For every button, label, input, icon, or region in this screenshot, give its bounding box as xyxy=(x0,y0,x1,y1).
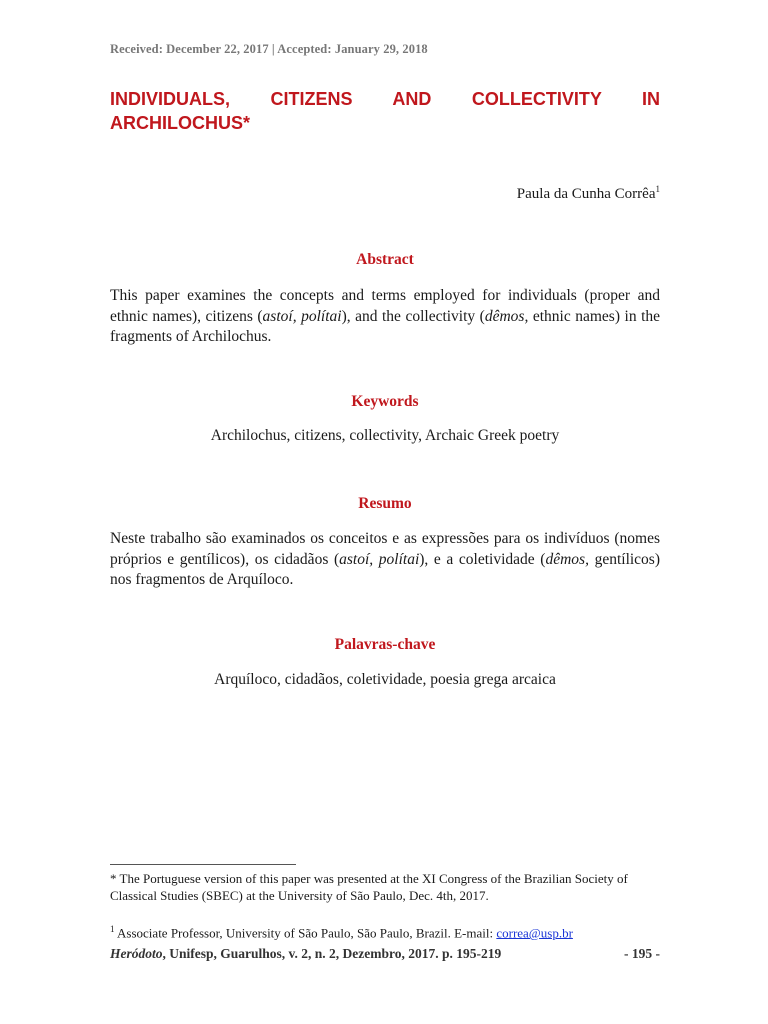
page-number: - 195 - xyxy=(624,946,660,961)
abstract-italic-demos: dêmos, xyxy=(484,307,529,325)
abstract-text-part: ), and the collectivity ( xyxy=(341,307,485,325)
footnote-1 xyxy=(110,921,660,942)
author-name: Paula da Cunha Corrêa xyxy=(516,186,656,202)
abstract-text-part: ethnic names) in the fragments of Archilochus. xyxy=(110,307,661,345)
resumo-italic-terms: astoí, polítai xyxy=(339,550,420,568)
palavras-chave-heading: Palavras-chave xyxy=(334,636,436,653)
resumo-text-part: Neste trabalho são examinados os conceitos e as expressões para os indivíduos (nomes próprios e gentílicos), os cidadãos ( xyxy=(110,530,660,568)
abstract-text xyxy=(110,286,660,348)
resumo-text xyxy=(110,529,660,591)
resumo-text-part: ), e a coletividade ( xyxy=(419,550,546,568)
resumo-heading: Resumo xyxy=(358,495,412,512)
resumo-italic-demos: dêmos, xyxy=(545,550,589,568)
journal-citation xyxy=(110,946,501,962)
journal-citation-details: , Unifesp, Guarulhos, v. 2, n. 2, Dezembro, 2017. p. 195-219 xyxy=(162,946,502,961)
footnote-1-text: Associate Professor, University of São Paulo, São Paulo, Brazil. E-mail: xyxy=(114,925,497,941)
keywords-text: Archilochus, citizens, collectivity, Archaic Greek poetry xyxy=(210,427,560,444)
keywords-heading: Keywords xyxy=(351,393,419,410)
journal-name: Heródoto xyxy=(110,946,163,961)
footnote-divider xyxy=(110,864,296,865)
footnote-1-mark: 1 xyxy=(110,924,115,934)
abstract-text-part: This paper examines the concepts and terms employed for individuals (proper and ethnic names), citizens ( xyxy=(110,287,660,325)
author-line xyxy=(517,184,660,203)
author-note-mark: 1 xyxy=(655,184,660,194)
abstract-italic-terms: astoí, polítai xyxy=(262,307,342,325)
received-accepted-dates: Received: December 22, 2017 | Accepted: January 29, 2018 xyxy=(110,42,428,56)
palavras-chave-text: Arquíloco, cidadãos, coletividade, poesia grega arcaica xyxy=(214,671,556,688)
abstract-heading: Abstract xyxy=(356,251,414,268)
author-email-link[interactable]: correa@usp.br xyxy=(496,925,573,941)
paper-title: INDIVIDUALS, CITIZENS AND COLLECTIVITY IN ARCHILOCHUS* xyxy=(110,89,660,133)
resumo-text-part: gentílicos) nos fragmentos de Arquíloco. xyxy=(110,550,661,588)
footnote-star: * The Portuguese version of this paper was presented at the XI Congress of the Brazilian Society of Classical Studies (SBEC) at the University of São Paulo, Dec. 4th, 2017. xyxy=(110,871,628,903)
